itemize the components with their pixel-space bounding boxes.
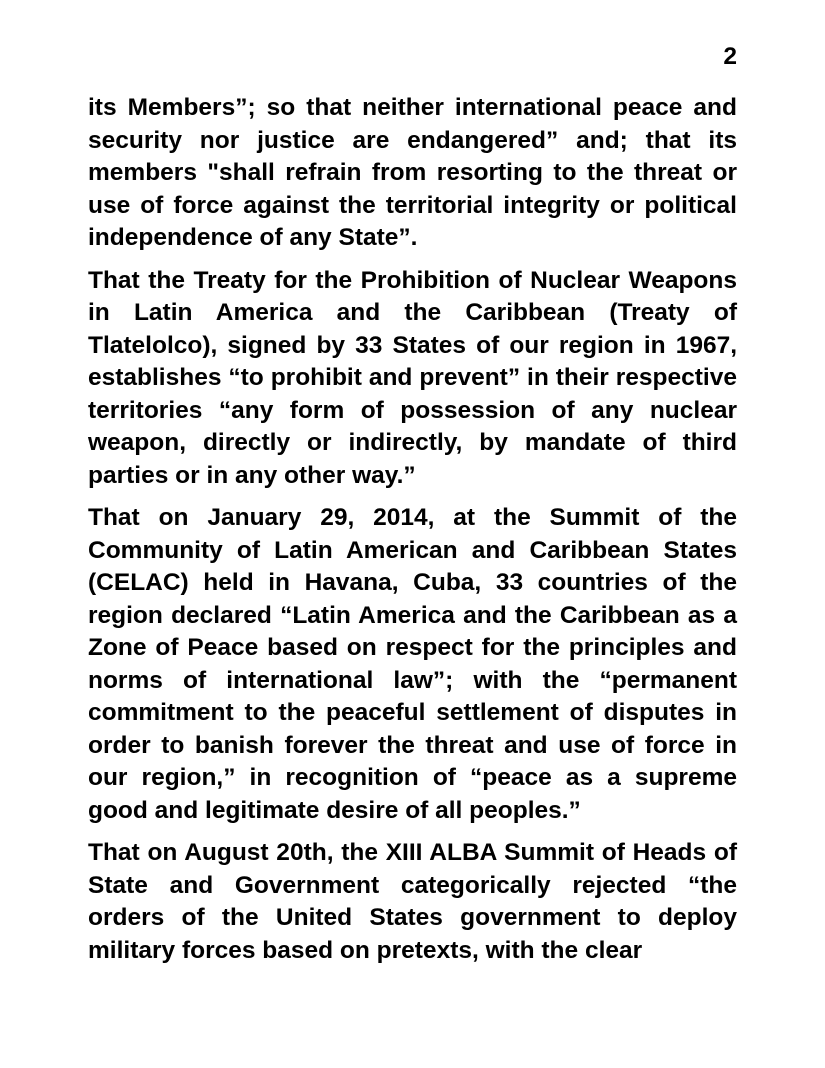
text-line: Tlatelolco), signed by 33 States of our region in 1967, <box>88 331 737 359</box>
paragraph <box>88 837 737 967</box>
text-line: weapon, directly or indirectly, by mandate of third <box>88 429 737 456</box>
text-line: security nor justice are endangered” and; that its <box>88 126 737 154</box>
text-line: members "shall refrain from resorting to the threat or <box>88 159 737 186</box>
text-line: good and legitimate desire of all peoples.” <box>88 796 581 824</box>
text-line: commitment to the peaceful settlement of disputes in <box>88 699 737 726</box>
text-line: parties or in any other way.” <box>88 461 416 489</box>
text-line: norms of international law”; with the “permanent <box>88 666 737 694</box>
text-line: its Members”; so that neither international peace and <box>88 94 737 121</box>
text-line: That the Treaty for the Prohibition of Nuclear Weapons <box>88 266 737 294</box>
text-line: That on January 29, 2014, at the Summit of the <box>88 504 737 531</box>
text-line: use of force against the territorial integrity or political <box>88 191 737 219</box>
paragraph <box>88 265 737 493</box>
text-line: region declared “Latin America and the Caribbean as a <box>88 601 737 629</box>
text-line: establishes “to prohibit and prevent” in their respective <box>88 364 737 391</box>
text-line: State and Government categorically rejected “the <box>88 871 737 899</box>
text-line: orders of the United States government to deploy <box>88 904 737 931</box>
text-line: order to banish forever the threat and use of force in <box>88 731 737 759</box>
paragraph <box>88 92 737 255</box>
text-line: in Latin America and the Caribbean (Treaty of <box>88 299 737 326</box>
text-line: territories “any form of possession of any nuclear <box>88 396 737 424</box>
text-line: our region,” in recognition of “peace as a supreme <box>88 764 737 791</box>
page-number: 2 <box>723 43 737 70</box>
text-line: That on August 20th, the XIII ALBA Summit of Heads of <box>88 839 737 866</box>
text-line: military forces based on pretexts, with the clear <box>88 936 643 964</box>
text-line: (CELAC) held in Havana, Cuba, 33 countries of the <box>88 569 737 596</box>
paragraph <box>88 502 737 827</box>
text-line: independence of any State”. <box>88 224 418 251</box>
text-line: Zone of Peace based on respect for the principles and <box>88 634 737 661</box>
text-line: Community of Latin American and Caribbean States <box>88 536 737 564</box>
page-body <box>88 92 737 967</box>
